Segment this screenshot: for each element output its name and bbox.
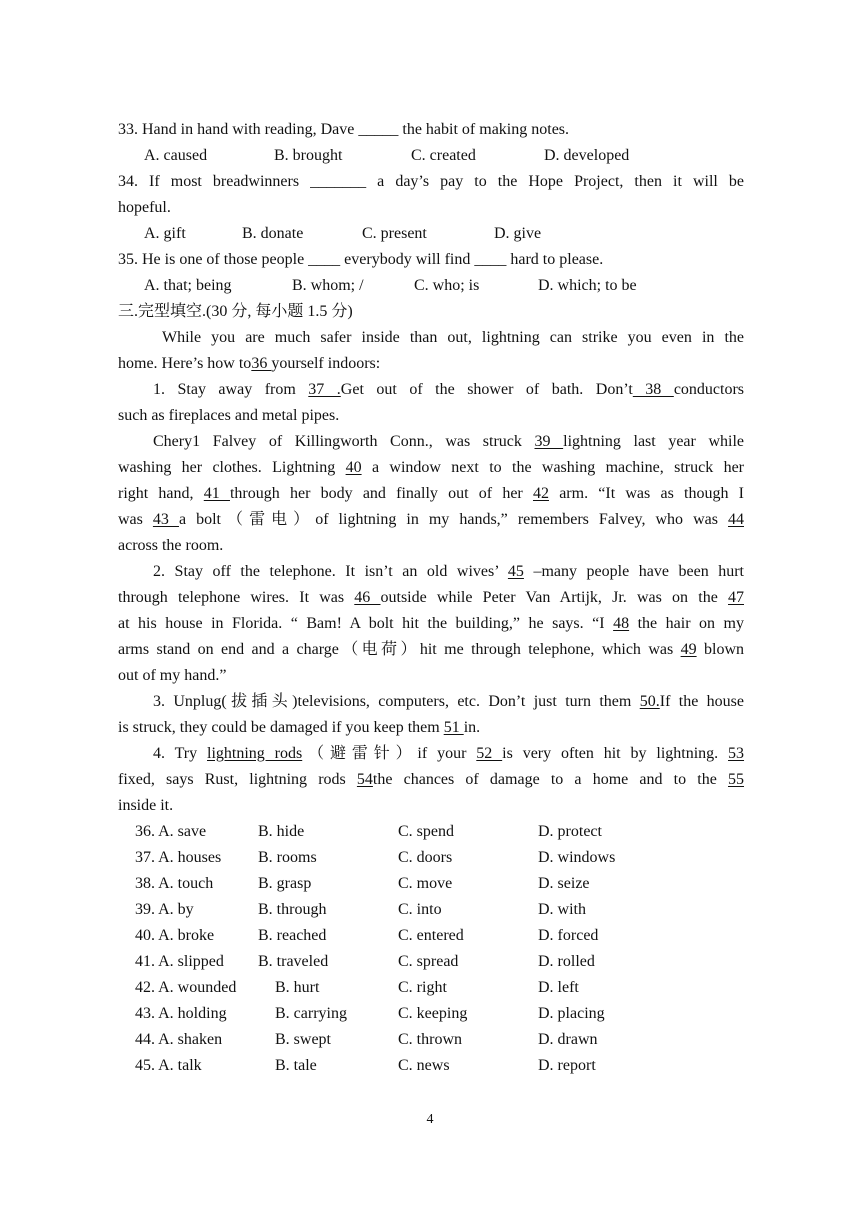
blank-36: 36 xyxy=(251,355,272,372)
option-a[interactable]: 36. A. save xyxy=(135,823,207,840)
lightning-rods-term: lightning rods xyxy=(207,745,303,762)
option-d[interactable]: D. windows xyxy=(538,849,616,866)
blank-46: 46 xyxy=(354,589,381,606)
options-list xyxy=(118,819,744,1079)
passage-line: across the room. xyxy=(118,537,224,554)
option-d[interactable]: D. left xyxy=(538,979,579,996)
passage-line: home. Here’s how to36 yourself indoors: xyxy=(118,355,381,372)
option-b[interactable]: B. hurt xyxy=(275,979,320,996)
question-34-stem-line-1: 34. If most breadwinners _______ a day’s pay to the Hope Project, then it will be xyxy=(118,173,744,190)
option-c[interactable]: C. thrown xyxy=(398,1031,462,1048)
option-d[interactable]: D. protect xyxy=(538,823,602,840)
question-34-options xyxy=(118,221,744,247)
option-c[interactable]: C. spread xyxy=(398,953,459,970)
option-d[interactable]: D. placing xyxy=(538,1005,605,1022)
option-a[interactable]: 42. A. wounded xyxy=(135,979,237,996)
option-c[interactable]: C. doors xyxy=(398,849,453,866)
option-c[interactable]: C. move xyxy=(398,875,453,892)
blank-47: 47 xyxy=(728,589,744,606)
option-d[interactable]: D. seize xyxy=(538,875,590,892)
option-row-42 xyxy=(118,975,744,1001)
blank-41: 41 xyxy=(203,485,230,502)
passage-line: Chery1 Falvey of Killingworth Conn., was struck 39 lightning last year while xyxy=(153,433,745,450)
blank-37: 37 . xyxy=(308,381,341,398)
option-d[interactable]: D. give xyxy=(494,225,542,242)
passage-line: is struck, they could be damaged if you keep them 51 in. xyxy=(118,719,481,736)
option-b[interactable]: B. tale xyxy=(275,1057,317,1074)
passage-line: at his house in Florida. “ Bam! A bolt hit the building,” he says. “I 48 the hair on my xyxy=(118,615,745,632)
passage-line: inside it. xyxy=(118,797,174,814)
option-c[interactable]: C. created xyxy=(411,147,476,164)
option-d[interactable]: D. developed xyxy=(544,147,630,164)
option-d[interactable]: D. which; to be xyxy=(538,277,637,294)
option-b[interactable]: B. carrying xyxy=(275,1005,347,1022)
option-row-38 xyxy=(118,871,744,897)
option-c[interactable]: C. keeping xyxy=(398,1005,468,1022)
question-34-stem-line-2: hopeful. xyxy=(118,199,171,216)
option-c[interactable]: C. present xyxy=(362,225,427,242)
option-a[interactable]: A. caused xyxy=(144,147,208,164)
option-d[interactable]: D. forced xyxy=(538,927,599,944)
option-c[interactable]: C. right xyxy=(398,979,447,996)
blank-48: 48 xyxy=(613,615,630,632)
option-a[interactable]: 43. A. holding xyxy=(135,1005,227,1022)
option-row-43 xyxy=(118,1001,744,1027)
option-b[interactable]: B. brought xyxy=(274,147,343,164)
option-b[interactable]: B. rooms xyxy=(258,849,317,866)
blank-55: 55 xyxy=(728,771,744,788)
option-b[interactable]: B. grasp xyxy=(258,875,312,892)
passage-line: arms stand on end and a charge（电荷）hit me through telephone, which was 49 blown xyxy=(118,641,745,658)
section-3-heading: 三.完型填空.(30 分, 每小题 1.5 分) xyxy=(118,303,353,320)
option-row-44 xyxy=(118,1027,744,1053)
blank-54: 54 xyxy=(356,771,373,788)
option-a[interactable]: 40. A. broke xyxy=(135,927,215,944)
option-d[interactable]: D. rolled xyxy=(538,953,595,970)
option-c[interactable]: C. entered xyxy=(398,927,464,944)
option-b[interactable]: B. through xyxy=(258,901,327,918)
passage-line: out of my hand.” xyxy=(118,667,227,684)
passage-line: 3. Unplug(拔插头)televisions, computers, etc. Don’t just turn them 50.If the house xyxy=(153,693,744,710)
option-a[interactable]: 44. A. shaken xyxy=(135,1031,223,1048)
option-c[interactable]: C. who; is xyxy=(414,277,480,294)
question-33-options xyxy=(118,143,744,169)
option-c[interactable]: C. into xyxy=(398,901,442,918)
passage-line: 1. Stay away from 37 .Get out of the shower of bath. Don’t 38 conductors xyxy=(153,381,745,398)
blank-52: 52 xyxy=(476,745,503,762)
blank-51: 51 xyxy=(443,719,464,736)
passage-line: right hand, 41 through her body and finally out of her 42 arm. “It was as though I xyxy=(118,485,745,502)
option-d[interactable]: D. drawn xyxy=(538,1031,598,1048)
blank-45: 45 xyxy=(507,563,524,580)
passage-line: through telephone wires. It was 46 outside while Peter Van Artijk, Jr. was on the 47 xyxy=(118,589,744,606)
question-35-options xyxy=(118,273,744,299)
option-c[interactable]: C. spend xyxy=(398,823,454,840)
blank-50: 50. xyxy=(639,693,660,710)
option-b[interactable]: B. swept xyxy=(275,1031,331,1048)
blank-53: 53 xyxy=(728,745,745,762)
option-a[interactable]: A. gift xyxy=(144,225,186,242)
option-a[interactable]: A. that; being xyxy=(144,277,232,294)
option-b[interactable]: B. hide xyxy=(258,823,305,840)
option-b[interactable]: B. traveled xyxy=(258,953,329,970)
passage-line: fixed, says Rust, lightning rods 54the chances of damage to a home and to the 55 xyxy=(118,771,744,788)
blank-40: 40 xyxy=(345,459,362,476)
option-b[interactable]: B. donate xyxy=(242,225,304,242)
option-row-41 xyxy=(118,949,744,975)
option-d[interactable]: D. with xyxy=(538,901,586,918)
option-b[interactable]: B. reached xyxy=(258,927,327,944)
blank-42: 42 xyxy=(532,485,549,502)
option-a[interactable]: 41. A. slipped xyxy=(135,953,224,970)
passage-line: 2. Stay off the telephone. It isn’t an old wives’ 45 –many people have been hurt xyxy=(153,563,745,580)
option-row-39 xyxy=(118,897,744,923)
option-row-36 xyxy=(118,819,744,845)
option-d[interactable]: D. report xyxy=(538,1057,596,1074)
blank-38: 38 xyxy=(632,381,674,398)
page-content xyxy=(118,117,744,1079)
passage-line: was 43 a bolt（雷电）of lightning in my hands,” remembers Falvey, who was 44 xyxy=(118,511,744,528)
blank-44: 44 xyxy=(728,511,744,528)
blank-43: 43 xyxy=(152,511,179,528)
option-b[interactable]: B. whom; / xyxy=(292,277,364,294)
option-a[interactable]: 37. A. houses xyxy=(135,849,222,866)
passage-line: 4. Try lightning rods（避雷针）if your 52 is very often hit by lightning. 53 xyxy=(153,745,745,762)
option-c[interactable]: C. news xyxy=(398,1057,450,1074)
page-number: 4 xyxy=(426,1112,434,1127)
option-row-45 xyxy=(118,1053,744,1079)
passage-line: such as fireplaces and metal pipes. xyxy=(118,407,340,424)
option-a[interactable]: 45. A. talk xyxy=(135,1057,202,1074)
blank-39: 39 xyxy=(534,433,564,450)
passage-line: washing her clothes. Lightning 40 a window next to the washing machine, struck her xyxy=(118,459,745,476)
question-35-stem: 35. He is one of those people ____ everybody will find ____ hard to please. xyxy=(118,251,604,268)
option-row-40 xyxy=(118,923,744,949)
option-a[interactable]: 39. A. by xyxy=(135,901,194,918)
question-33-stem: 33. Hand in hand with reading, Dave _____ the habit of making notes. xyxy=(118,121,570,138)
blank-49: 49 xyxy=(680,641,697,658)
option-row-37 xyxy=(118,845,744,871)
passage-line: While you are much safer inside than out, lightning can strike you even in the xyxy=(162,329,744,346)
option-a[interactable]: 38. A. touch xyxy=(135,875,214,892)
